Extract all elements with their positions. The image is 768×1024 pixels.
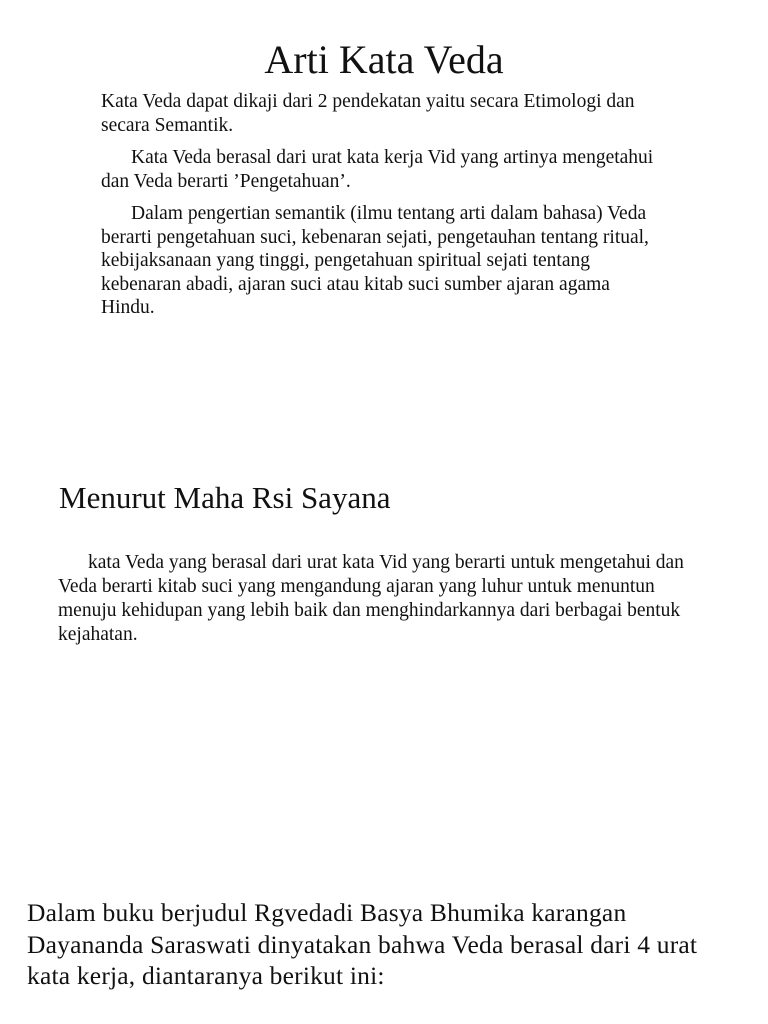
sayana-paragraph: kata Veda yang berasal dari urat kata Vid yang berarti untuk mengetahui dan Veda berarti kitab suci yang mengandung ajaran yang luhur untuk menuntun menuju kehidupan yang lebih baik dan menghindarkannya dari berbagai bentuk kejahatan.: [58, 552, 684, 645]
rgvedadi-paragraph: Dalam buku berjudul Rgvedadi Basya Bhumika karangan Dayananda Saraswati dinyatakan bahwa Veda berasal dari 4 urat kata kerja, diantaranya berikut ini:: [27, 898, 698, 990]
sayana-heading: Menurut Maha Rsi Sayana: [59, 480, 391, 515]
semantic-paragraph: Dalam pengertian semantik (ilmu tentang arti dalam bahasa) Veda berarti pengetahuan suci, kebenaran sejati, pengetauhan tentang ritual, kebijaksanaan yang tinggi, pengetahuan spiritual sejati tentang kebenaran abadi, ajaran suci atau kitab suci sumber ajaran agama Hindu.: [101, 203, 649, 318]
definition-section: [101, 90, 661, 329]
etymology-paragraph: Kata Veda berasal dari urat kata kerja Vid yang artinya mengetahui dan Veda berarti ’Pengetahuan’.: [101, 147, 654, 192]
page-title: Arti Kata Veda: [264, 37, 504, 82]
intro-paragraph: Kata Veda dapat dikaji dari 2 pendekatan yaitu secara Etimologi dan secara Semantik.: [101, 91, 635, 136]
